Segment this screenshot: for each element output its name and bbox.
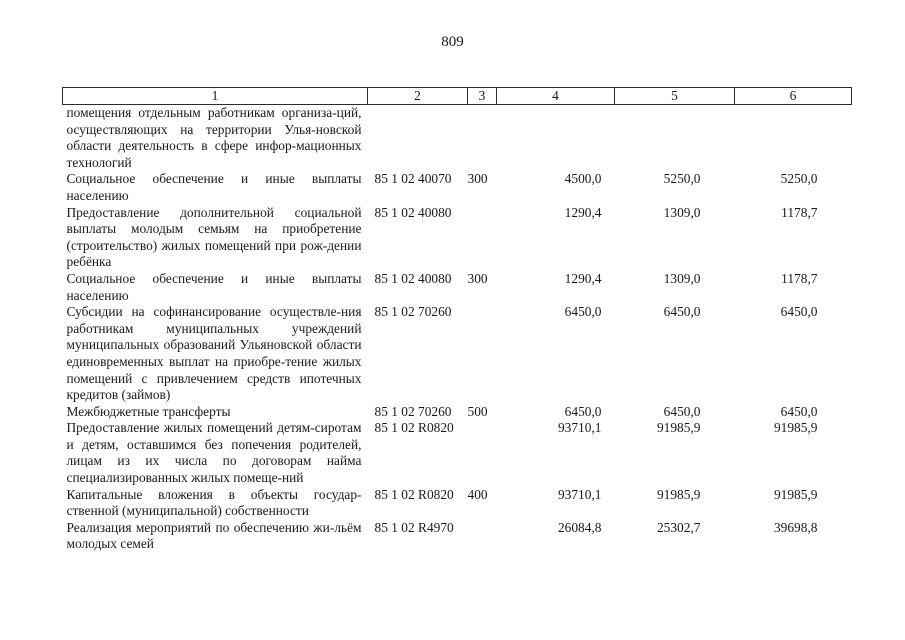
row-value-cell: 91985,9 (773, 486, 818, 502)
row-value-cell: 6450,0 (663, 403, 701, 419)
row-code-cell: 85 1 02 40080 (374, 204, 452, 220)
row-value-cell: 26084,8 (557, 519, 602, 535)
row-name-cell: помещения отдельным работникам организа-ций, осуществляющих на территории Улья-новской области деятельность в сфере инфор-мационных технологий (66, 105, 362, 170)
row-value-cell: 91985,9 (656, 486, 701, 502)
row-kvr-cell (468, 105, 497, 172)
row-code-cell: 85 1 02 70260 (374, 403, 452, 419)
row-name-cell: Предоставление жилых помещений детям-сиротам и детям, оставшимся без попечения родителей, лицам из их числа по договорам найма специализированных жилых помеще-ний (66, 420, 362, 486)
row-value-cell: 6450,0 (564, 304, 602, 320)
table-row (63, 304, 852, 404)
row-value-cell: 25302,7 (656, 519, 701, 535)
table-row (63, 205, 852, 271)
row-value-cell: 1290,4 (564, 204, 602, 220)
table-row (63, 105, 852, 172)
row-value-cell (497, 105, 615, 172)
row-value-cell: 4500,0 (564, 171, 602, 187)
row-name-cell: Субсидии на софинансирование осуществле-ния работникам муниципальных учреждений муниципальных образований Ульяновской области единовременных выплат на приобре-тение жилых помещений с привлечением средств ипотечных кредитов (займов) (66, 304, 362, 403)
row-value-cell (615, 105, 735, 172)
row-code-cell: 85 1 02 70260 (374, 304, 452, 320)
row-value-cell: 6450,0 (663, 304, 701, 320)
row-kvr-cell: 400 (467, 486, 488, 502)
table-row (63, 520, 852, 553)
column-header: 3 (468, 88, 497, 105)
row-code-cell: 85 1 02 R4970 (374, 519, 454, 535)
row-name-cell: Капитальные вложения в объекты государ-ственной (муниципальной) собственности (66, 486, 362, 519)
page-number: 809 (441, 34, 464, 50)
row-value-cell: 1309,0 (663, 270, 701, 286)
row-value-cell: 1178,7 (781, 204, 818, 220)
column-header: 5 (615, 88, 735, 105)
row-value-cell: 6450,0 (564, 403, 602, 419)
row-value-cell: 39698,8 (773, 519, 818, 535)
row-kvr-cell (468, 205, 497, 271)
row-name-cell: Реализация мероприятий по обеспечению жи-льём молодых семей (66, 519, 362, 552)
table-row (63, 487, 852, 520)
row-value-cell: 91985,9 (656, 420, 701, 436)
row-value-cell: 91985,9 (773, 420, 818, 436)
row-name-cell: Предоставление дополнительной социальной выплаты молодым семьям на приобретение (строительство) жилых помещений при рож-дении ребёнка (66, 204, 362, 270)
row-value-cell: 1290,4 (564, 270, 602, 286)
row-value-cell (735, 105, 852, 172)
row-value-cell: 93710,1 (557, 486, 602, 502)
column-header: 1 (63, 88, 368, 105)
row-value-cell: 5250,0 (780, 171, 818, 187)
row-kvr-cell: 500 (467, 403, 488, 419)
row-value-cell: 1309,0 (663, 204, 701, 220)
row-code-cell (368, 105, 468, 172)
row-kvr-cell (468, 304, 497, 404)
column-number-row (63, 88, 852, 105)
table-row (63, 271, 852, 304)
row-name-cell: Социальное обеспечение и иные выплаты населению (66, 171, 362, 203)
row-value-cell: 5250,0 (663, 171, 701, 187)
row-kvr-cell: 300 (467, 171, 488, 187)
row-code-cell: 85 1 02 R0820 (374, 486, 454, 502)
row-code-cell: 85 1 02 R0820 (374, 420, 454, 436)
row-kvr-cell (468, 420, 497, 486)
column-header: 2 (368, 88, 468, 105)
table-row (63, 404, 852, 421)
row-kvr-cell: 300 (467, 270, 488, 286)
row-value-cell: 6450,0 (780, 304, 818, 320)
budget-table (62, 87, 852, 553)
row-kvr-cell (468, 520, 497, 553)
row-value-cell: 6450,0 (780, 403, 818, 419)
row-name-cell: Межбюджетные трансферты (66, 403, 231, 419)
row-code-cell: 85 1 02 40070 (374, 171, 452, 187)
table-row (63, 420, 852, 486)
row-value-cell: 1178,7 (781, 270, 818, 286)
row-name-cell: Социальное обеспечение и иные выплаты населению (66, 270, 362, 303)
column-header: 4 (497, 88, 615, 105)
table-row (63, 171, 852, 204)
column-header: 6 (735, 88, 852, 105)
row-code-cell: 85 1 02 40080 (374, 270, 452, 286)
row-value-cell: 93710,1 (557, 420, 602, 436)
